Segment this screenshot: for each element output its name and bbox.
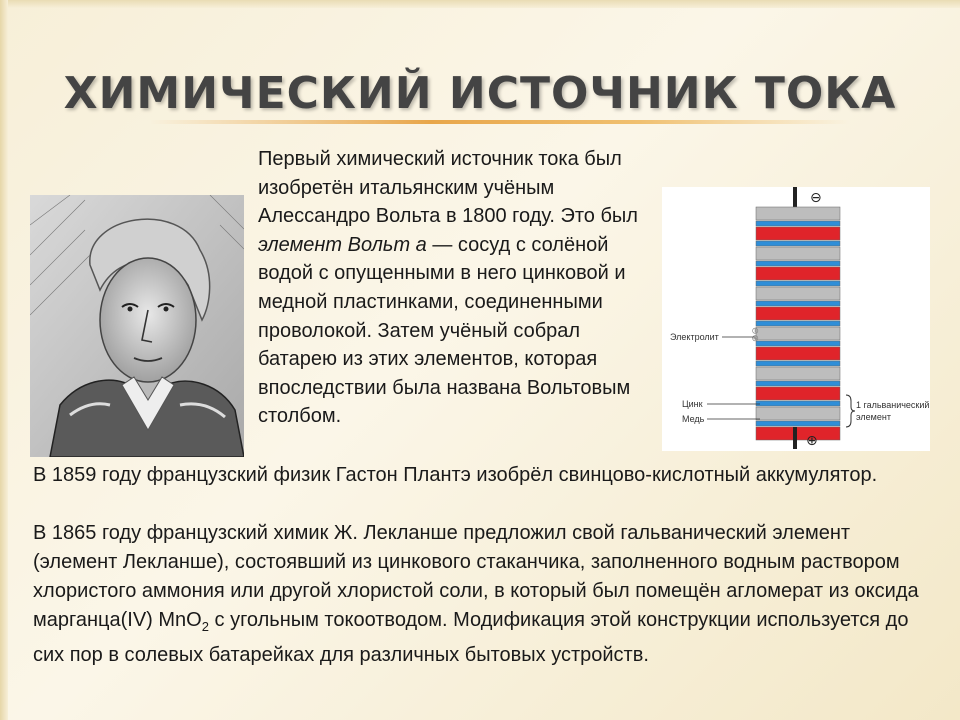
leclanche-paragraph [33,519,933,670]
polarity-symbols: ⊕⊖ [751,326,761,342]
copper-plate [756,387,840,400]
zinc-plate [756,207,840,220]
electrolyte-layer [756,381,840,386]
pile-stack [756,207,840,440]
voltaic-pile-diagram [662,187,930,451]
volta-portrait [30,195,244,457]
copper-plate [756,427,840,440]
copper-plate [756,227,840,240]
separator-layer [756,281,840,286]
bottom-terminal [793,427,797,449]
minus-terminal-icon: ⊖ [810,190,822,206]
cell-brace [846,395,855,427]
separator-layer [756,241,840,246]
zinc-plate [756,247,840,260]
slide-title: ХИМИЧЕСКИЙ ИСТОЧНИК ТОКА [63,68,897,119]
intro-text-after: — сосуд с солёной водой с опущенными в него цинковой и медной пластинками, соединенными проволокой. Затем учёный собрал батарею из этих элементов, которая впоследствии была названа Вольтовым столбом. [258,233,631,428]
zinc-plate [756,407,840,420]
portrait-image [30,195,244,457]
separator-layer [756,361,840,366]
copper-plate [756,307,840,320]
zinc-label: Цинк [682,399,703,409]
separator-layer [756,321,840,326]
electrolyte-layer [756,341,840,346]
top-terminal [793,187,797,207]
intro-text-before: Первый химический источник тока был изобретён итальянским учёным Алессандро Вольта в 1800 году. Это был [258,148,638,228]
volta-paragraph [258,145,653,431]
copper-label: Медь [682,414,705,424]
zinc-plate [756,367,840,380]
volta-element-term: элемент Вольт а [258,233,427,256]
electrolyte-layer [756,421,840,426]
electrolyte-layer [756,261,840,266]
zinc-plate [756,327,840,340]
leclanche-text-after: с угольным токоотводом. Модификация этой конструкции используется до сих пор в солевых батарейках для различных бытовых устройств. [33,609,909,666]
plante-paragraph: В 1859 году французский физик Гастон Плантэ изобрёл свинцово-кислотный аккумулятор. [33,464,878,486]
electrolyte-layer [756,301,840,306]
top-border [0,0,960,8]
electrolyte-layer [756,221,840,226]
copper-plate [756,267,840,280]
separator-layer [756,401,840,406]
cell-label-line2: элемент [856,412,891,422]
copper-plate [756,347,840,360]
cell-label-line1: 1 гальванический [856,400,930,410]
zinc-plate [756,287,840,300]
electrolyte-label: Электролит [670,332,719,342]
mno2-subscript: 2 [201,619,209,634]
title-underline [150,120,850,124]
leclanche-text-before: В 1865 году французский химик Ж. Лекланше предложил свой гальванический элемент (элемент Лекланше), состоявший из цинкового стаканчика, заполненного водным раствором хлористого аммония или другой хлористой соли, в который был помещён агломерат из оксида марганца(IV) MnO [33,522,919,631]
plus-terminal-icon: ⊕ [806,433,818,449]
